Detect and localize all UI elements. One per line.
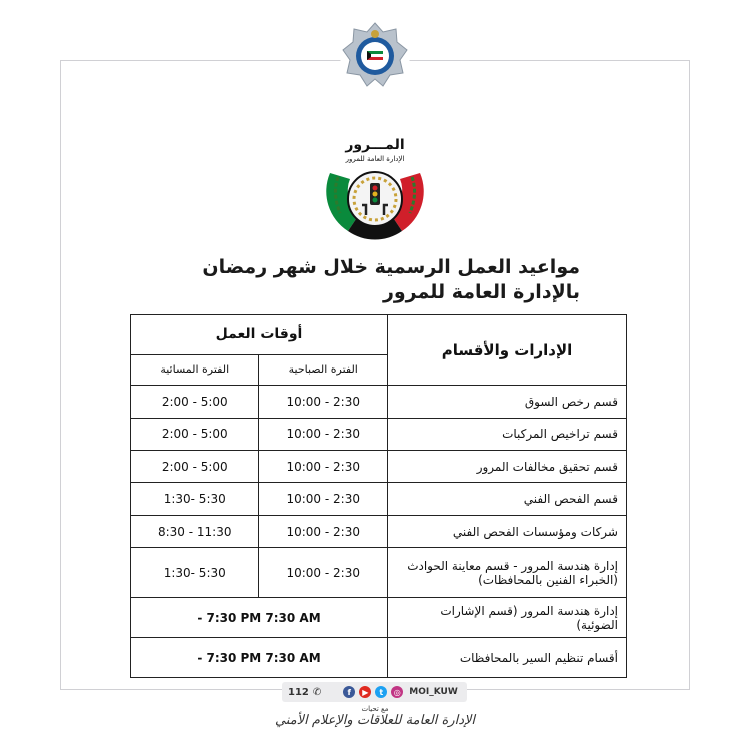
morning-cell: 10:00 - 2:30 — [259, 450, 388, 482]
evening-cell: 2:00 - 5:00 — [131, 450, 259, 482]
dept-cell: قسم تحقيق مخالفات المرور — [388, 450, 627, 482]
evening-cell: 2:00 - 5:00 — [131, 386, 259, 418]
footer-dept-name: الإدارة العامة للعلاقات والإعلام الأمني — [274, 713, 476, 728]
morning-cell: 10:00 - 2:30 — [259, 386, 388, 418]
social-handle[interactable]: MOI_KUW — [409, 687, 458, 697]
social-bar — [282, 682, 467, 702]
morning-cell: 10:00 - 2:30 — [259, 483, 388, 515]
table-row — [131, 450, 627, 482]
dept-cell: أقسام تنظيم السير بالمحافظات — [388, 638, 627, 678]
hotline-number: 112 — [288, 686, 309, 698]
instagram-icon[interactable]: ◎ — [391, 686, 403, 698]
page-title: مواعيد العمل الرسمية خلال شهر رمضان — [202, 256, 580, 278]
evening-cell: 2:00 - 5:00 — [131, 418, 259, 450]
table-header-row — [131, 315, 627, 355]
table-row — [131, 548, 627, 598]
morning-cell: 10:00 - 2:30 — [259, 515, 388, 547]
hours-cell: - 7:30 PM 7:30 AM — [131, 638, 388, 678]
morning-header: الفترة الصباحية — [259, 354, 388, 385]
twitter-icon[interactable]: t — [375, 686, 387, 698]
table-row — [131, 418, 627, 450]
dept-cell: شركات ومؤسسات الفحص الفني — [388, 515, 627, 547]
dept-cell: قسم تراخيص المركبات — [388, 418, 627, 450]
table-row — [131, 483, 627, 515]
morning-cell: 10:00 - 2:30 — [259, 418, 388, 450]
evening-header: الفترة المسائية — [131, 354, 259, 385]
table-row — [131, 515, 627, 547]
logo-title: المـــرور — [345, 137, 405, 153]
police-emblem — [340, 20, 410, 90]
dept-cell: إدارة هندسة المرور (قسم الإشارات الضوئية) — [388, 598, 627, 638]
hours-cell: - 7:30 PM 7:30 AM — [131, 598, 388, 638]
schedule-table — [130, 314, 627, 678]
dept-cell: قسم رخص السوق — [388, 386, 627, 418]
footer-credit — [255, 705, 495, 728]
page-subtitle: بالإدارة العامة للمرور — [382, 281, 580, 303]
footer-small-text: مع تحيات — [361, 705, 389, 713]
youtube-icon[interactable]: ▶ — [359, 686, 371, 698]
hours-header: أوقات العمل — [131, 315, 388, 355]
table-row — [131, 386, 627, 418]
facebook-icon[interactable]: f — [343, 686, 355, 698]
table-row — [131, 598, 627, 638]
evening-cell: 1:30- 5:30 — [131, 483, 259, 515]
morning-cell: 10:00 - 2:30 — [259, 548, 388, 598]
table-row — [131, 638, 627, 678]
dept-cell: إدارة هندسة المرور - قسم معاينة الحوادث (الخبراء الفنين بالمحافظات) — [388, 548, 627, 598]
evening-cell: 1:30- 5:30 — [131, 548, 259, 598]
dept-cell: قسم الفحص الفني — [388, 483, 627, 515]
phone-icon: ✆ — [312, 686, 322, 698]
dept-header: الإدارات والأقسام — [388, 315, 627, 386]
traffic-department-logo — [318, 133, 432, 247]
logo-subtitle: الإدارة العامة للمرور — [345, 155, 405, 163]
evening-cell: 8:30 - 11:30 — [131, 515, 259, 547]
